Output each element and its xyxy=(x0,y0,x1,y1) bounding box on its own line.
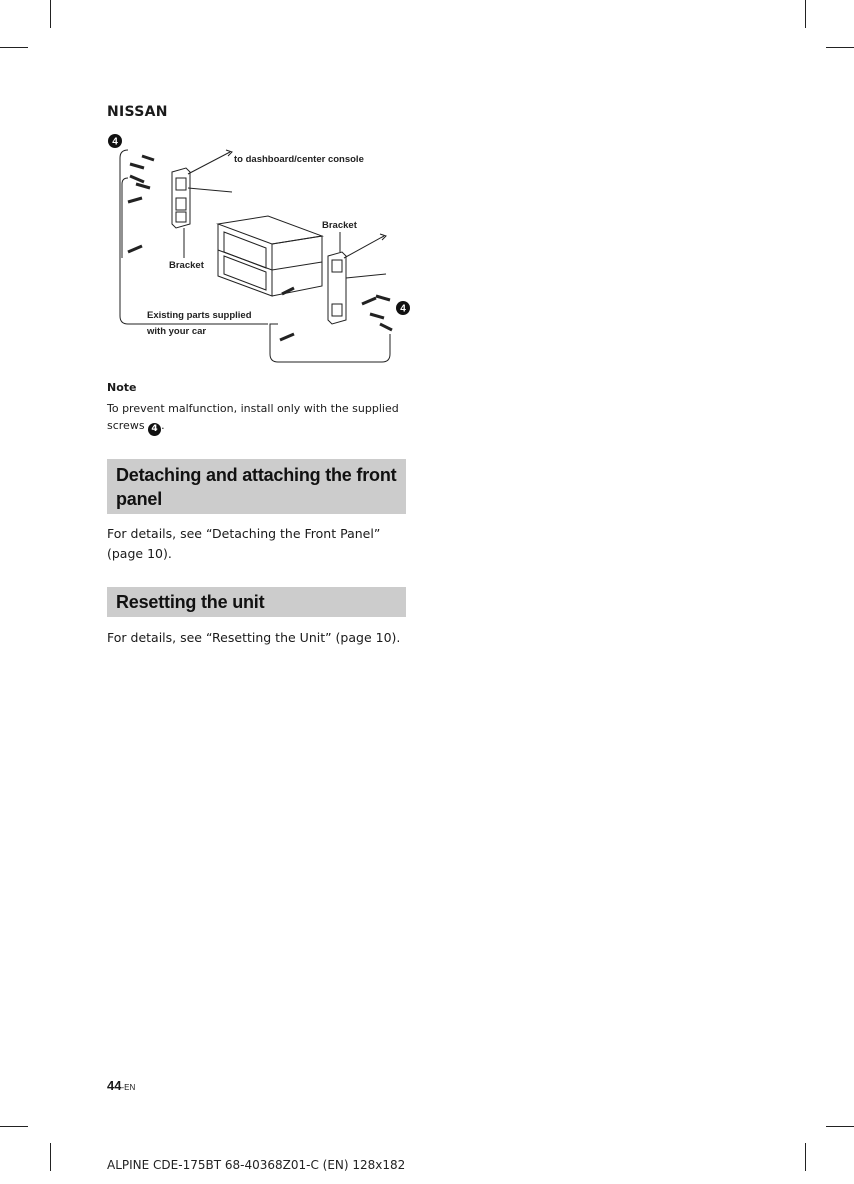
section-heading-front-panel: Detaching and attaching the front panel xyxy=(107,459,406,514)
page-number-suffix: -EN xyxy=(121,1083,136,1092)
note-text-line2: screws xyxy=(107,419,145,432)
crop-mark-top-right xyxy=(826,47,854,48)
page-number xyxy=(107,1078,135,1093)
crop-mark-bottom-left xyxy=(0,1126,28,1127)
page-number-value: 44 xyxy=(107,1078,122,1093)
crop-mark-bottom-left xyxy=(50,1143,51,1171)
footer-text: ALPINE CDE-175BT 68-40368Z01-C (EN) 128x182 xyxy=(107,1158,406,1172)
crop-mark-top-right xyxy=(805,0,806,28)
section-body-front-panel: For details, see “Detaching the Front Panel” (page 10). xyxy=(107,526,381,561)
note-text-line1: To prevent malfunction, install only with the supplied xyxy=(107,402,399,415)
crop-mark-top-left xyxy=(0,47,28,48)
callout-number-left: 4 xyxy=(112,136,118,148)
section-heading-resetting: Resetting the unit xyxy=(107,587,406,617)
label-bracket-right: Bracket xyxy=(322,220,357,231)
label-bracket-left: Bracket xyxy=(169,260,204,271)
crop-mark-bottom-right xyxy=(826,1126,854,1127)
section-title: NISSAN xyxy=(107,104,168,120)
label-existing-line2: with your car xyxy=(147,326,207,337)
callout-number-right: 4 xyxy=(400,303,406,315)
crop-mark-bottom-right xyxy=(805,1143,806,1171)
note-text-end: . xyxy=(161,419,165,432)
crop-mark-top-left xyxy=(50,0,51,28)
section-body-resetting: For details, see “Resetting the Unit” (page 10). xyxy=(107,630,401,645)
label-existing-line1: Existing parts supplied xyxy=(147,310,252,321)
note-text xyxy=(107,400,407,436)
installation-diagram xyxy=(100,128,410,374)
label-dashboard: to dashboard/center console xyxy=(234,154,364,165)
screw-number-badge: 4 xyxy=(148,423,161,436)
note-heading: Note xyxy=(107,381,137,394)
